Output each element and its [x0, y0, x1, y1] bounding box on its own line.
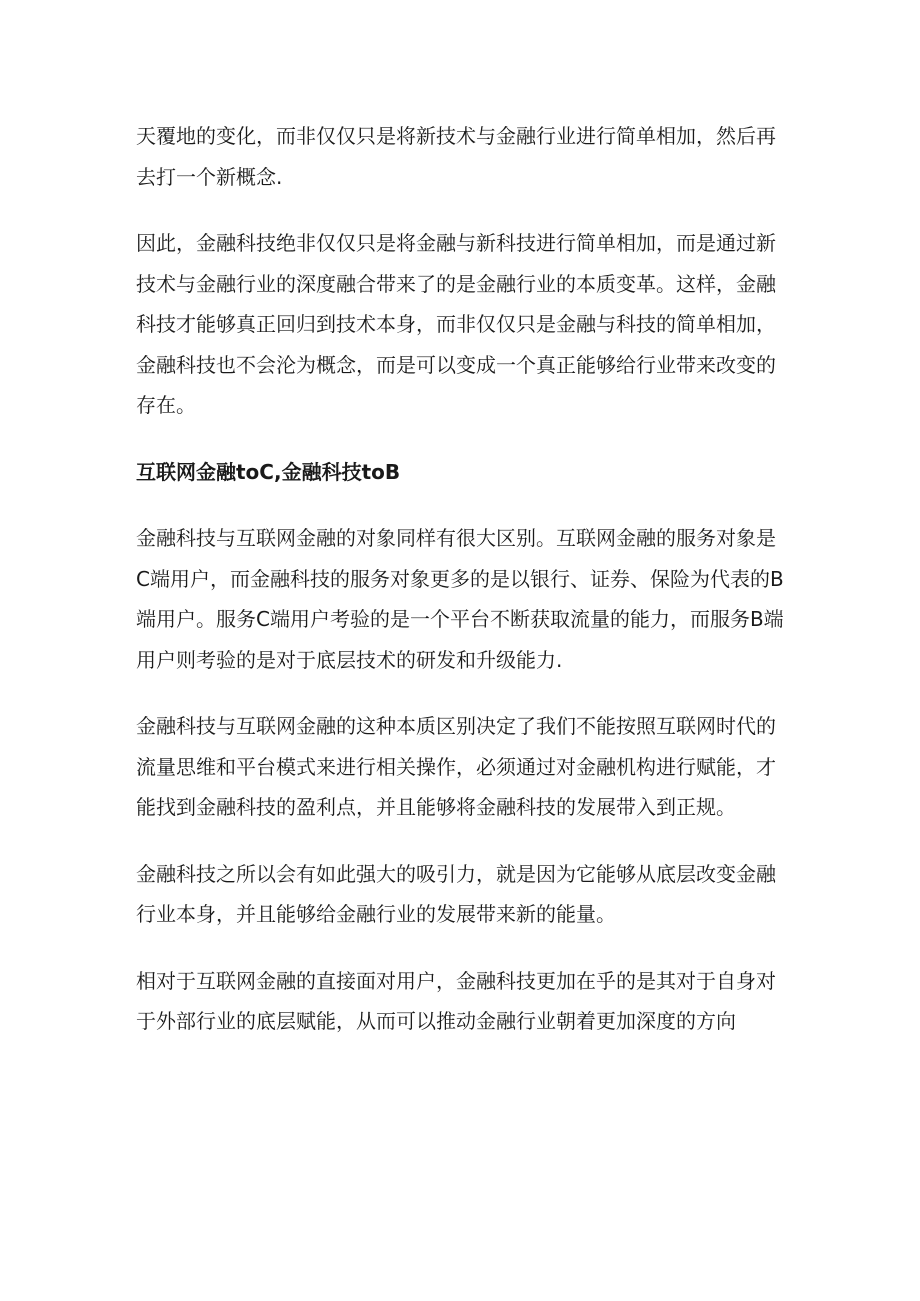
paragraph: 相对于互联网金融的直接面对用户，金融科技更加在乎的是其对于自身对于外部行业的底层赋能，从而可以推动金融行业朝着更加深度的方向: [136, 968, 776, 1033]
paragraph: 金融科技之所以会有如此强大的吸引力，就是因为它能够从底层改变金融行业本身，并且能够给金融行业的发展带来新的能量。: [136, 861, 776, 926]
document-body: [136, 116, 784, 1068]
paragraph: 金融科技与互联网金融的对象同样有很大区别。互联网金融的服务对象是C端用户，而金融科技的服务对象更多的是以银行、证券、保险为代表的B端用户。服务C端用户考验的是一个平台不断获取流量的能力，而服务B端用户则考验的是对于底层技术的研发和升级能力.: [136, 526, 784, 672]
paragraph: 金融科技与互联网金融的这种本质区别决定了我们不能按照互联网时代的流量思维和平台模式来进行相关操作，必须通过对金融机构进行赋能，才能找到金融科技的盈利点，并且能够将金融科技的发展带入到正规。: [136, 714, 776, 819]
paragraph: 天覆地的变化，而非仅仅只是将新技术与金融行业进行简单相加，然后再去打一个新概念.: [136, 124, 776, 189]
paragraph: 因此，金融科技绝非仅仅只是将金融与新科技进行简单相加，而是通过新技术与金融行业的深度融合带来了的是金融行业的本质变革。这样，金融科技才能够真正回归到技术本身，而非仅仅只是金融与科技的简单相加，金融科技也不会沦为概念，而是可以变成一个真正能够给行业带来改变的存在。: [136, 231, 776, 417]
section-heading: 互联网金融toC,金融科技toB: [136, 459, 401, 484]
